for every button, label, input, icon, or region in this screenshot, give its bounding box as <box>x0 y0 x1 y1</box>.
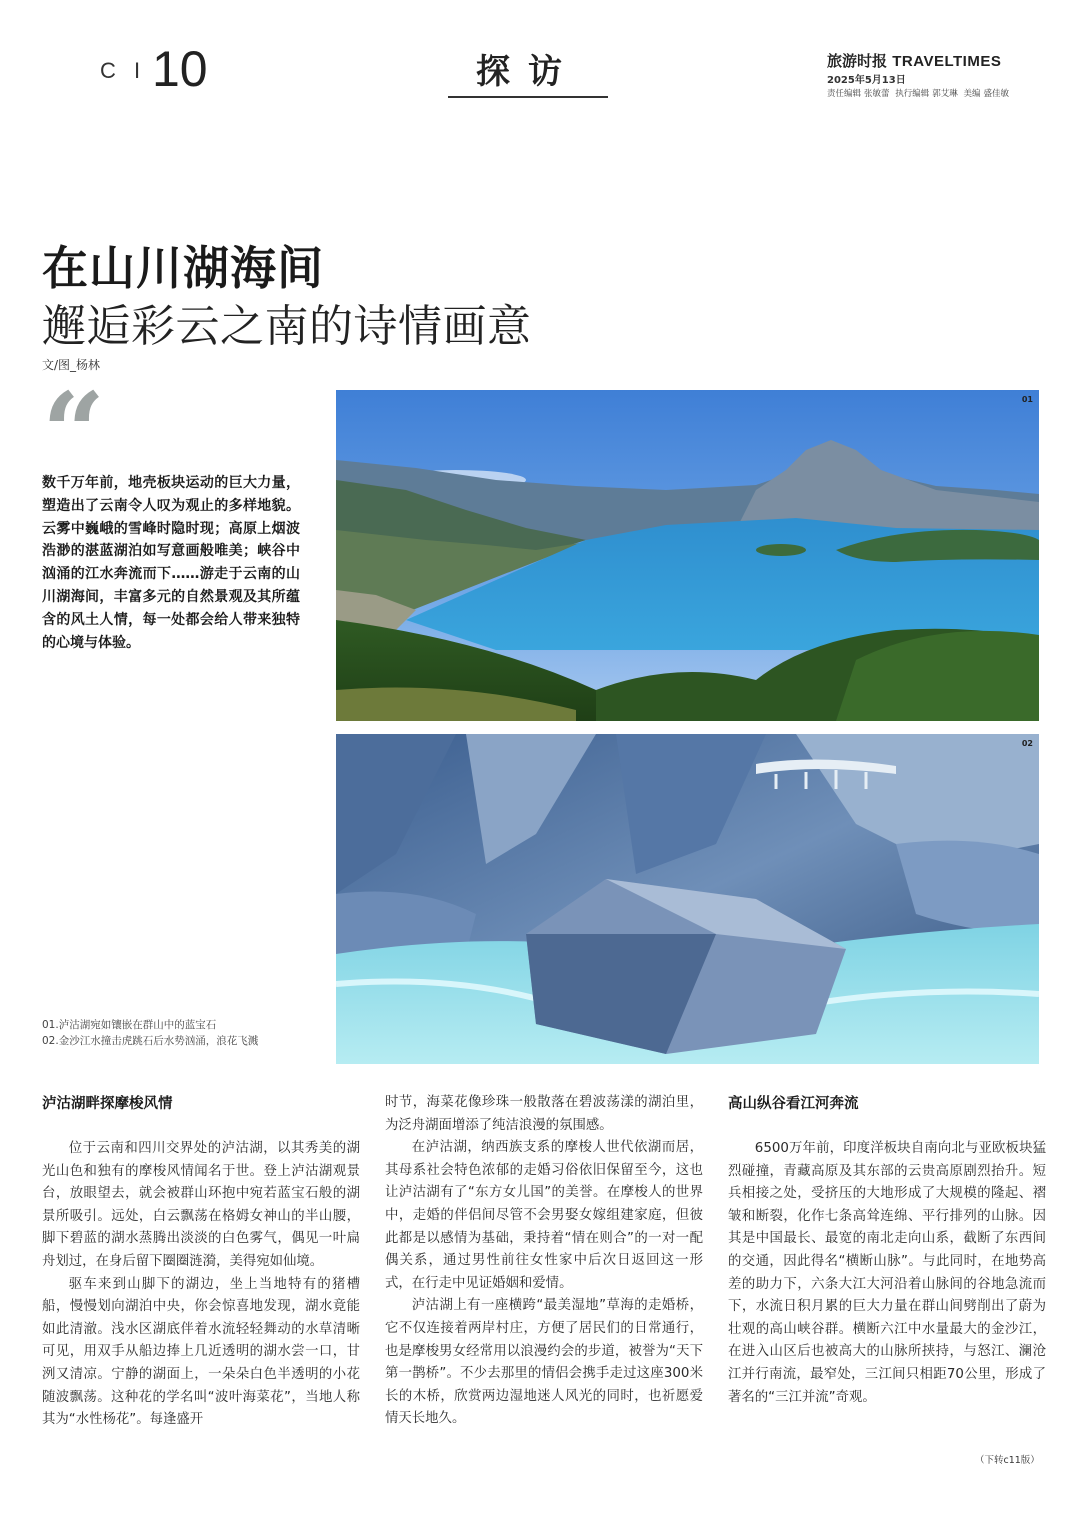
caption-02: 02.金沙江水撞击虎跳石后水势汹涌，浪花飞溅 <box>42 1035 259 1047</box>
article-column-2 <box>385 1092 703 1431</box>
page-code: C I <box>100 58 147 83</box>
paragraph: 6500万年前，印度洋板块自南向北与亚欧板块猛烈碰撞，青藏高原及其东部的云贵高原剧烈抬升。短兵相接之处，受挤压的大地形成了大规模的隆起、褶皱和断裂，化作七条高耸连绵、平行排列的山脉。因其是中国最长、最宽的南北走向山系，截断了东西间的交通，因此得名“横断山脉”。与此同时，在地势高差的助力下，六条大江大河沿着山脉间的谷地急流而下，水流日积月累的巨大力量在群山间劈削出了蔚为壮观的高山峡谷群。横断六江中水量最大的金沙江，在进入山区后也被高大的山脉所挟持，与怒江、澜沧江并行南流，最窄处，三江间只相距70公里，形成了著名的“三江并流”奇观。 <box>728 1141 1046 1405</box>
masthead <box>827 50 1001 71</box>
section-heading: 高山纵谷看江河奔流 <box>728 1096 859 1112</box>
masthead-en: TRAVELTIMES <box>892 53 1002 70</box>
paragraph: 位于云南和四川交界处的泸沽湖，以其秀美的湖光山色和独有的摩梭风情闻名于世。登上泸沽湖观景台，放眼望去，就会被群山环抱中宛若蓝宝石般的湖景所吸引。远处，白云飘荡在格姆女神山的半山腰，脚下碧蓝的湖水蒸腾出淡淡的白色雾气，偶见一叶扁舟划过，在身后留下圈圈涟漪，美得宛如仙境。 <box>42 1141 360 1269</box>
editor-credits: 责任编辑 张敏蕾 执行编辑 郭艾琳 美编 盛佳敏 <box>827 89 1009 99</box>
section-divider <box>448 96 608 98</box>
paragraph: 时节，海菜花像珍珠一般散落在碧波荡漾的湖泊里，为泛舟湖面增添了纯洁浪漫的氛围感。 <box>385 1095 703 1133</box>
headline: 在山川湖海间 <box>42 241 324 295</box>
paragraph: 在泸沽湖，纳西族支系的摩梭人世代依湖而居，其母系社会特色浓郁的走婚习俗依旧保留至今，这也让泸沽湖有了“东方女儿国”的美誉。在摩梭人的世界中，走婚的伴侣间尽管不会男娶女嫁组建家庭，但彼此都是以感情为基础，秉持着“情在则合”的一对一配偶关系，通过男性前往女性家中后次日返回这一形式，在行走中见证婚姻和爱情。 <box>385 1140 703 1291</box>
intro-paragraph: 数千万年前，地壳板块运动的巨大力量，塑造出了云南令人叹为观止的多样地貌。云雾中巍峨的雪峰时隐时现；高原上烟波浩渺的湛蓝湖泊如写意画般唯美；峡谷中汹涌的江水奔流而下……游走于云南的山川湖海间，丰富多元的自然景观及其所蕴含的风土人情，每一处都会给人带来独特的心境与体验。 <box>42 475 300 651</box>
paragraph: 驱车来到山脚下的湖边，坐上当地特有的猪槽船，慢慢划向湖泊中央，你会惊喜地发现，湖水竟能如此清澈。浅水区湖底伴着水流轻轻舞动的水草清晰可见，用双手从船边捧上几近透明的湖水尝一口，甘洌又清凉。宁静的湖面上，一朵朵白色半透明的小花随波飘荡。这种花的学名叫“波叶海菜花”，当地人称其为“水性杨花”。每逢盛开 <box>42 1276 360 1428</box>
continued-note: （下转c11版） <box>975 1455 1040 1466</box>
quote-mark-icon: “ <box>42 368 106 497</box>
caption-01: 01.泸沽湖宛如镶嵌在群山中的蓝宝石 <box>42 1019 217 1031</box>
photo-lugu-lake <box>336 390 1039 721</box>
subheadline: 邂逅彩云之南的诗情画意 <box>42 301 532 352</box>
issue-date: 2025年5月13日 <box>827 75 906 86</box>
photo-captions <box>42 1017 297 1049</box>
photo-number: 01 <box>1021 395 1033 404</box>
photo-jinsha-river <box>336 734 1039 1064</box>
section-title: 探访 <box>476 52 580 92</box>
article-column-1 <box>42 1092 360 1432</box>
section-heading: 泸沽湖畔探摩梭风情 <box>42 1096 173 1112</box>
photo-number: 02 <box>1021 739 1033 748</box>
byline: 文/图_杨林 <box>42 358 101 372</box>
article-column-3 <box>728 1092 1046 1409</box>
masthead-cn: 旅游时报 <box>827 52 888 70</box>
paragraph: 泸沽湖上有一座横跨“最美湿地”草海的走婚桥，它不仅连接着两岸村庄，方便了居民们的日常通行，也是摩梭男女经常用以浪漫约会的步道，被誉为“天下第一鹊桥”。不少去那里的情侣会携手走过这座300米长的木桥，欣赏两边湿地迷人风光的同时，也祈愿爱情天长地久。 <box>385 1298 703 1427</box>
page-number: 10 <box>152 41 208 97</box>
